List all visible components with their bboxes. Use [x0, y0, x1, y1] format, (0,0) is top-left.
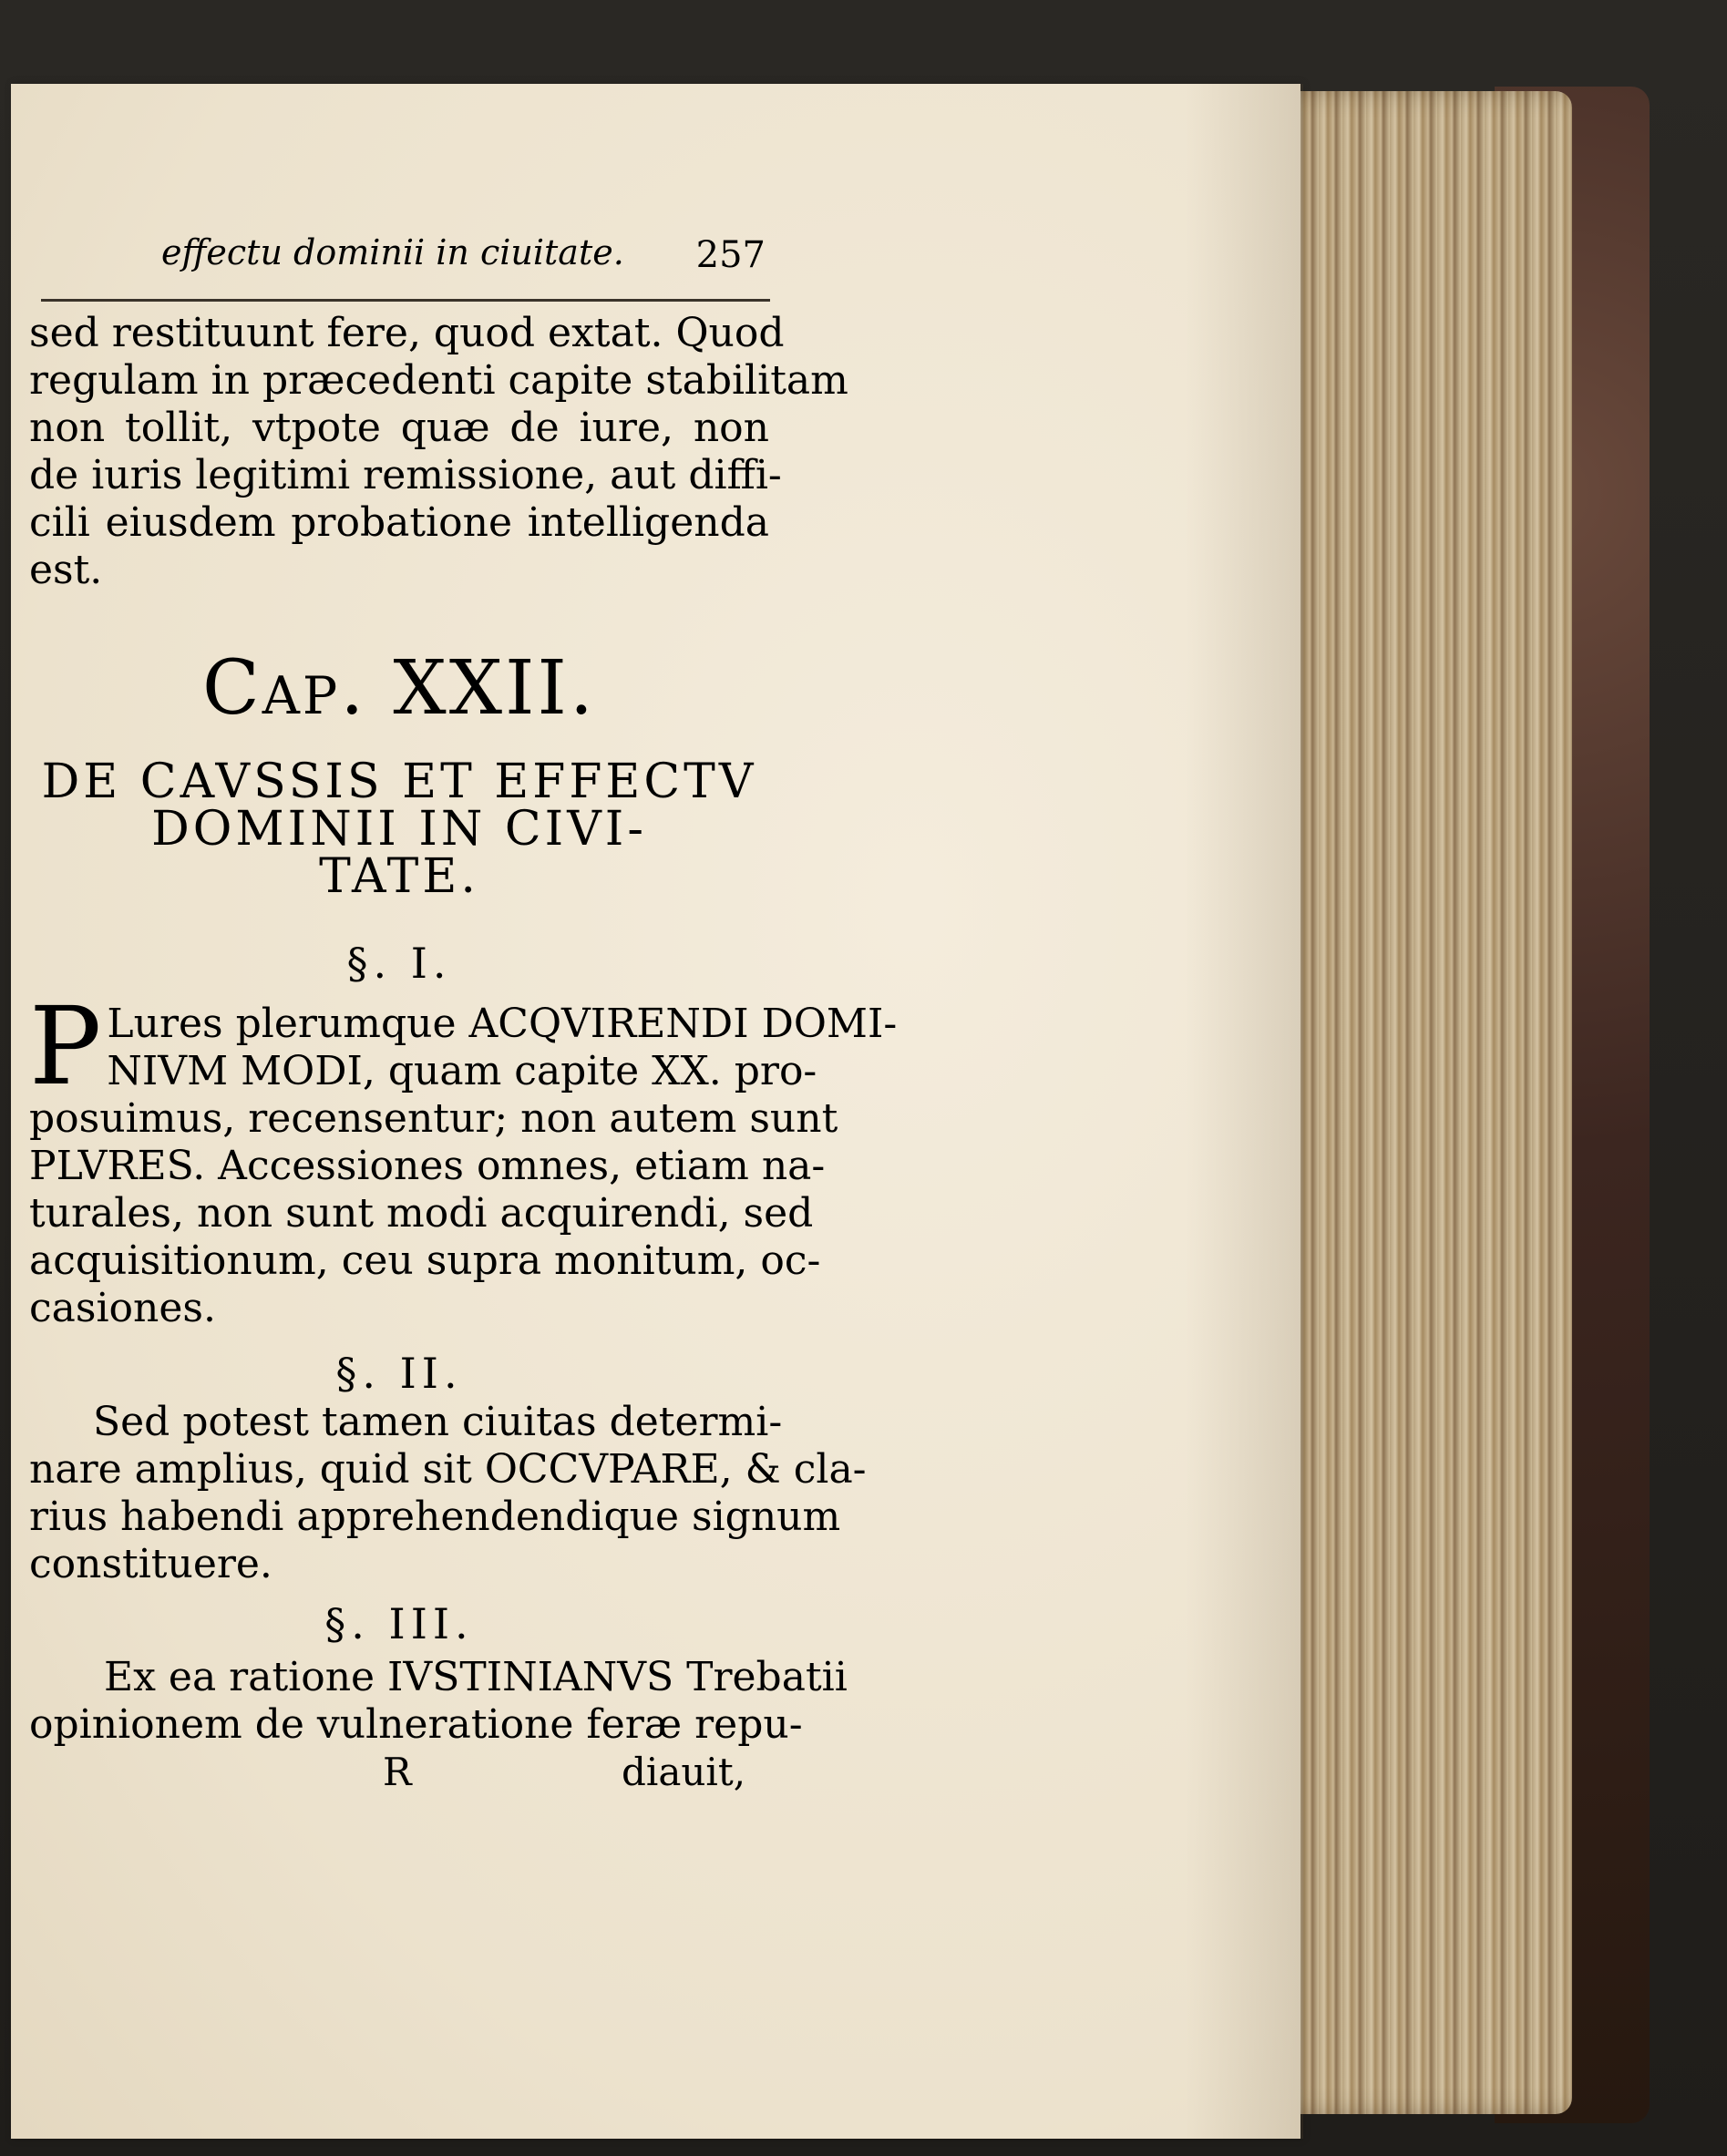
section-1-paragraph	[29, 983, 898, 1332]
page-number: 257	[695, 234, 766, 276]
text-line: casiones.	[29, 1285, 216, 1331]
running-head	[29, 232, 769, 287]
text-line: posuimus, recensentur; non autem sunt	[29, 1095, 838, 1142]
text-line: sed restituunt fere, quod extat. Quod	[29, 310, 785, 356]
chapter-label: Cap. XXII.	[202, 645, 596, 732]
section-2-paragraph	[29, 1399, 867, 1588]
text-line: de iuris legitimi remissione, aut diffi-	[29, 452, 782, 498]
intro-paragraph	[29, 310, 848, 594]
text-line: Sed potest tamen ciuitas determi-	[93, 1399, 783, 1445]
text-line: PLVRES. Accessiones omnes, etiam na-	[29, 1143, 826, 1189]
text-line: est.	[29, 547, 103, 593]
section-mark-2: §. II.	[335, 1349, 463, 1398]
section-mark-3: §. III.	[324, 1599, 474, 1648]
text-line: Ex ea ratione IVSTINIANVS Trebatii	[104, 1654, 848, 1700]
chapter-heading	[29, 755, 769, 904]
text-line: constituere.	[29, 1541, 272, 1587]
text-line: regulam in præcedenti capite stabilitam	[29, 357, 848, 404]
text-line: Lures plerumque ACQVIRENDI DOMI-	[107, 1001, 898, 1047]
text-line: opinionem de vulneratione feræ repu-	[29, 1701, 803, 1748]
page-shading	[1185, 84, 1303, 2139]
text-line: acquisitionum, ceu supra monitum, oc-	[29, 1237, 821, 1284]
text-line: cili eiusdem probatione intelligenda	[29, 499, 769, 546]
heading-line: TATE.	[319, 849, 479, 904]
catchword: diauit,	[622, 1750, 746, 1794]
page-edges	[1271, 91, 1572, 2114]
text-line: rius habendi apprehendendique signum	[29, 1494, 841, 1540]
section-3-paragraph	[29, 1654, 848, 1749]
heading-line: DOMINII IN CIVI-	[151, 802, 647, 857]
text-line: NIVM MODI, quam capite XX. pro-	[107, 1048, 817, 1094]
drop-cap: P	[29, 983, 102, 1109]
section-mark-1: §. I.	[346, 939, 452, 988]
text-line: nare amplius, quid sit OCCVPARE, & cla-	[29, 1446, 867, 1493]
text-line: turales, non sunt modi acquirendi, sed	[29, 1190, 814, 1237]
heading-line: DE CAVSSIS ET EFFECTV	[41, 755, 757, 809]
running-head-title: effectu dominii in ciuitate.	[161, 232, 624, 272]
signature-mark: R	[383, 1750, 412, 1794]
header-rule	[41, 299, 770, 302]
text-line: non tollit, vtpote quæ de iure, non	[29, 405, 769, 451]
